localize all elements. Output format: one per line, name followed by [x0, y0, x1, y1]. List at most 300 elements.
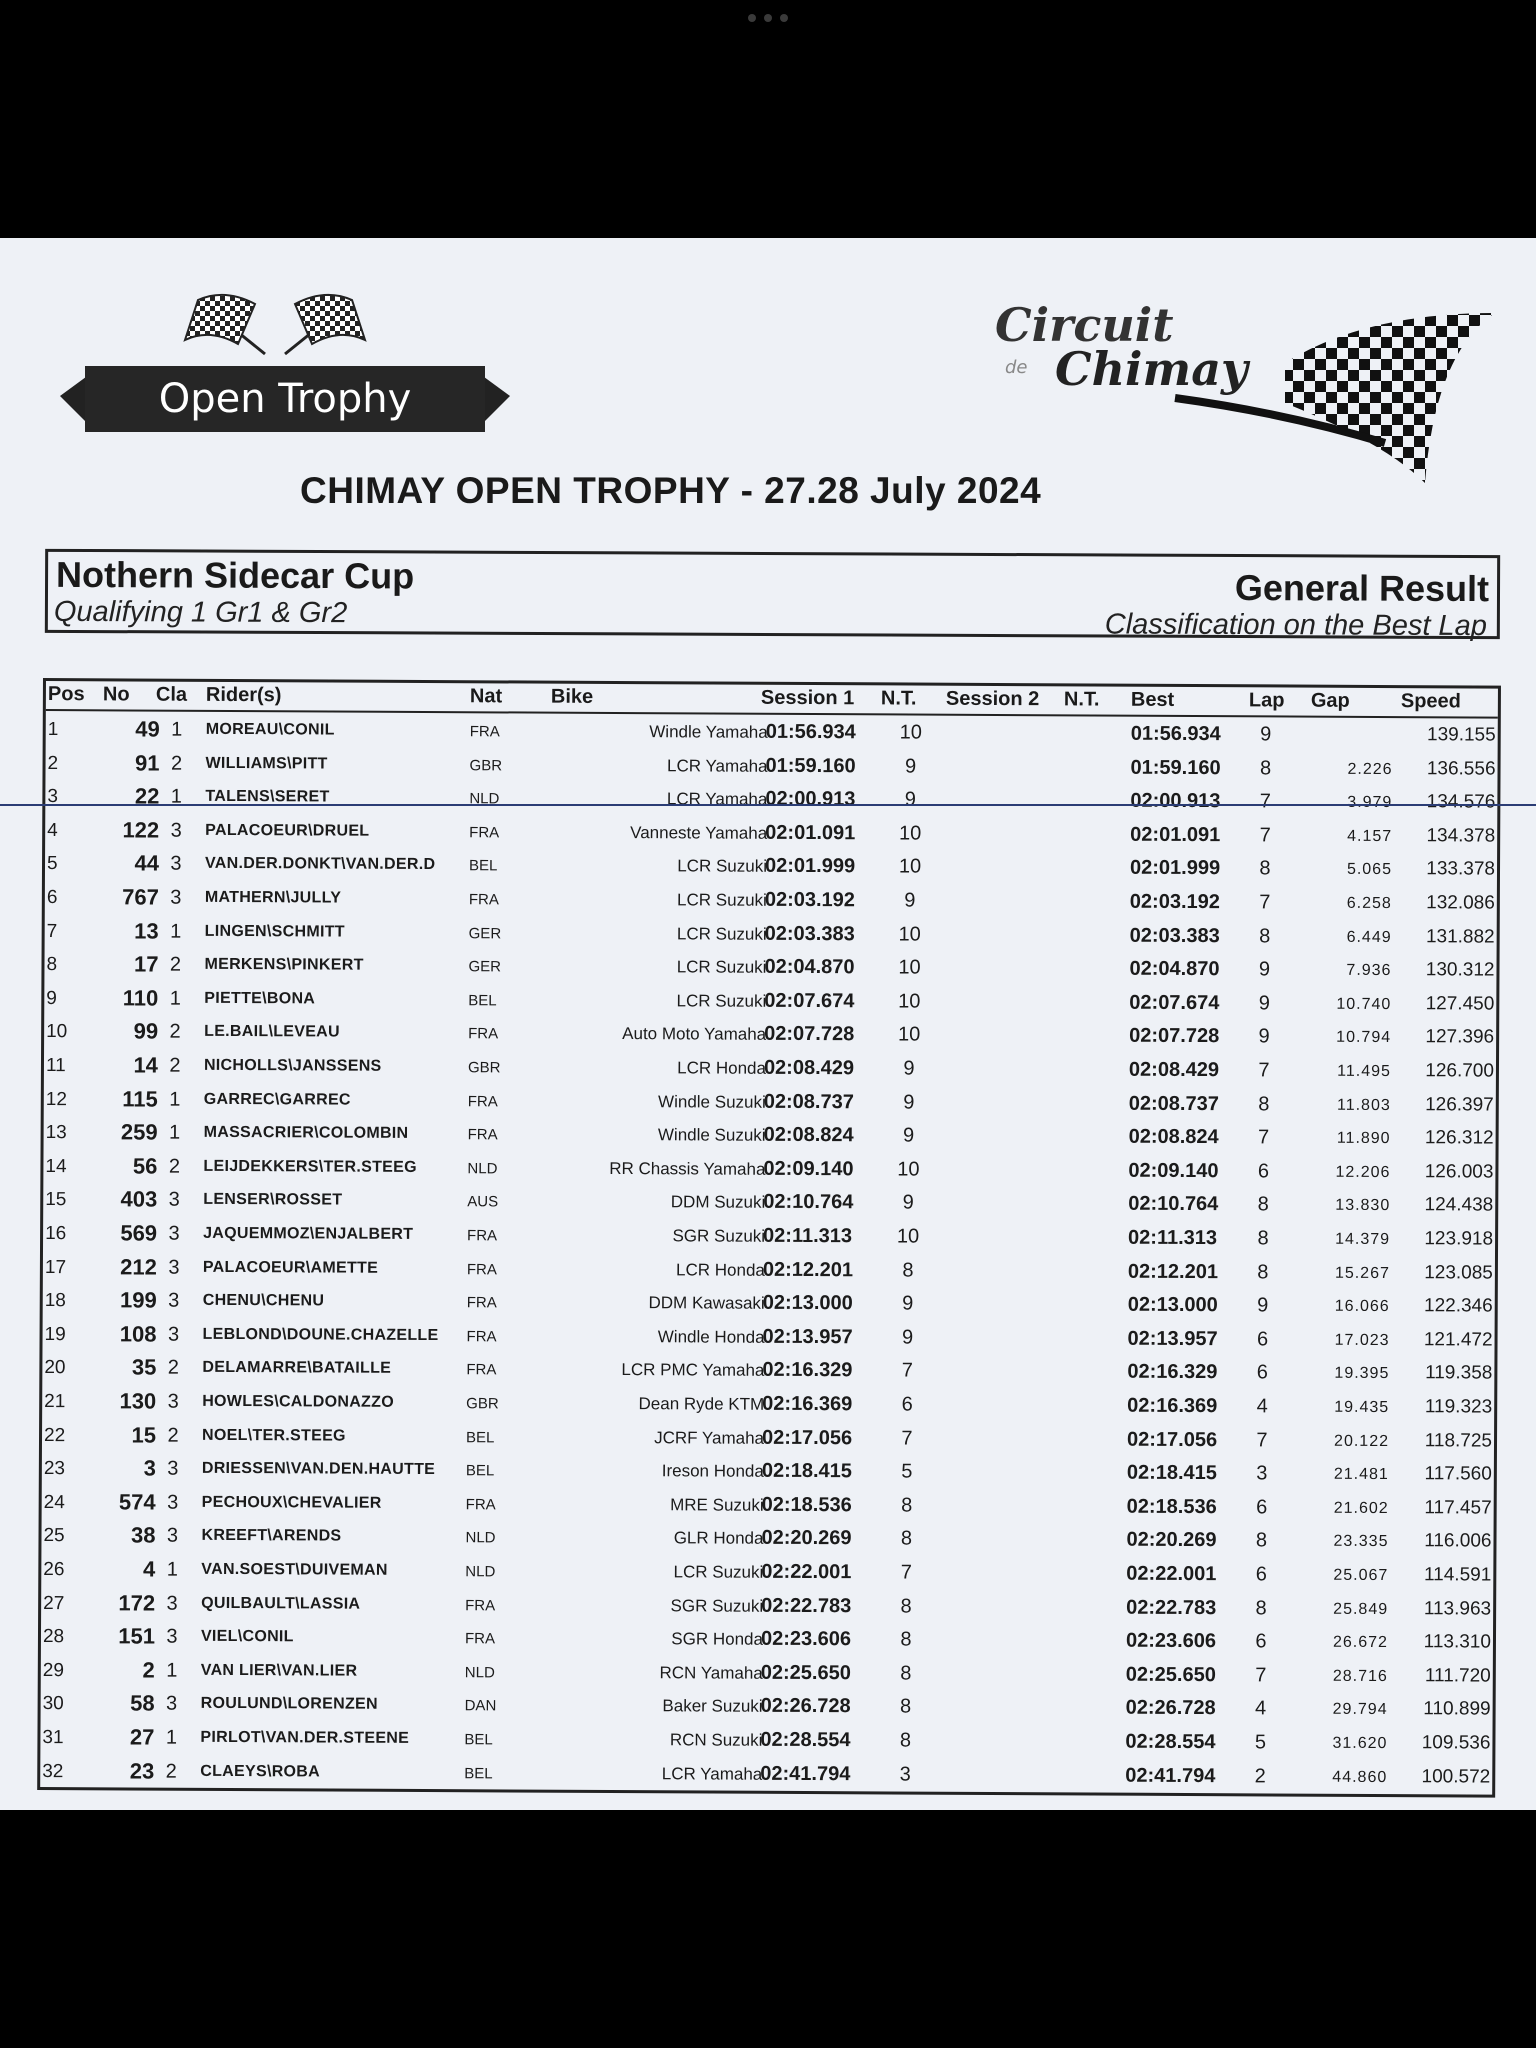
cell-nt: 10 [898, 855, 922, 878]
cell-bike: LCR Honda [676, 1259, 765, 1280]
cell-bike: Windle Suzuki [657, 1125, 766, 1145]
cell-nt: 10 [896, 1225, 920, 1248]
cell-speed: 139.155 [1426, 724, 1496, 746]
cell-cla: 1 [166, 1558, 178, 1581]
cell-best: 02:01.091 [1130, 823, 1221, 846]
cell-speed: 126.397 [1425, 1093, 1494, 1116]
cell-pos: 4 [47, 819, 58, 841]
cell-pos: 25 [43, 1525, 65, 1547]
cell-riders: ROULUND\LORENZEN [200, 1695, 378, 1714]
cell-gap: 3.979 [1347, 794, 1393, 812]
status-dots [744, 14, 792, 24]
cell-riders: CLAEYS\ROBA [200, 1762, 321, 1781]
cell-nt: 8 [900, 1595, 912, 1618]
cell-bike: Dean Ryde KTM [638, 1394, 765, 1414]
header-speed: Speed [1400, 690, 1461, 713]
cell-nt: 3 [899, 1763, 911, 1786]
cell-gap: 31.620 [1332, 1734, 1388, 1753]
cell-nt: 8 [900, 1628, 912, 1651]
cell-bike: SGR Suzuki [670, 1595, 764, 1616]
cell-best: 02:12.201 [1127, 1260, 1219, 1283]
cell-best: 02:28.554 [1125, 1730, 1216, 1754]
cell-best: 02:16.329 [1127, 1361, 1218, 1384]
cell-pos: 27 [43, 1592, 65, 1614]
cell-bike: JCRF Yamaha [654, 1427, 765, 1448]
cell-cla: 3 [166, 1625, 178, 1648]
cell-best: 02:08.737 [1128, 1092, 1219, 1115]
cell-bike: LCR Suzuki [676, 923, 767, 944]
cell-gap: 29.794 [1332, 1701, 1388, 1719]
cell-lap: 6 [1256, 1496, 1268, 1519]
cell-nat: FRA [464, 1630, 496, 1648]
cell-lap: 6 [1255, 1630, 1267, 1653]
cell-s1: 02:17.056 [761, 1426, 853, 1449]
cell-riders: PIRLOT\VAN.DER.STEENE [200, 1728, 410, 1747]
cell-pos: 12 [45, 1088, 67, 1110]
header-best: Best [1130, 688, 1175, 711]
cell-pos: 11 [45, 1055, 66, 1077]
header-cla: Cla [155, 683, 188, 706]
cell-s1: 02:28.554 [760, 1728, 851, 1752]
cell-pos: 22 [43, 1424, 66, 1446]
cell-pos: 1 [47, 719, 59, 741]
cell-s1: 01:59.160 [765, 754, 856, 777]
cell-no: 115 [122, 1086, 158, 1112]
cell-bike: DDM Kawasaki [648, 1293, 765, 1313]
cell-no: 122 [122, 817, 160, 843]
cell-nt: 8 [900, 1695, 912, 1718]
cell-riders: GARREC\GARREC [203, 1090, 351, 1109]
header-pos: Pos [47, 683, 85, 706]
cell-nat: BEL [464, 1764, 493, 1782]
cell-nat: FRA [468, 891, 499, 909]
cell-nat: NLD [464, 1664, 495, 1682]
cell-s1: 02:03.192 [764, 888, 855, 912]
race-header-box [45, 549, 1500, 643]
cell-nt: 10 [899, 822, 922, 845]
cell-no: 3 [143, 1455, 156, 1481]
cell-riders: VAN.DER.DONKT\VAN.DER.D [204, 855, 436, 874]
cell-cla: 3 [170, 819, 182, 842]
cell-s1: 02:25.650 [760, 1661, 851, 1685]
cell-lap: 8 [1258, 1092, 1270, 1116]
cell-gap: 28.716 [1332, 1667, 1388, 1685]
cell-cla: 2 [169, 953, 182, 976]
cell-no: 17 [133, 951, 159, 977]
cell-s1: 02:12.201 [762, 1258, 854, 1281]
cell-s1: 02:18.536 [761, 1493, 852, 1517]
cell-riders: TALENS\SERET [205, 788, 330, 806]
cell-cla: 1 [169, 1121, 181, 1144]
cell-s1: 02:16.329 [762, 1359, 853, 1382]
cell-bike: MRE Suzuki [670, 1495, 764, 1515]
header-gap: Gap [1310, 689, 1350, 712]
cell-no: 13 [134, 918, 159, 944]
cell-best: 02:07.728 [1129, 1025, 1220, 1048]
cell-speed: 113.963 [1423, 1597, 1492, 1620]
cell-no: 49 [135, 716, 160, 742]
cell-lap: 6 [1257, 1160, 1270, 1183]
cell-best: 02:16.369 [1127, 1394, 1218, 1418]
cell-nt: 6 [901, 1393, 913, 1416]
cell-cla: 3 [167, 1323, 180, 1346]
logo-de: de [1005, 357, 1028, 378]
cell-best: 02:01.999 [1129, 857, 1221, 880]
cell-gap: 2.226 [1347, 760, 1393, 778]
cell-best: 02:13.000 [1127, 1293, 1218, 1317]
cell-nat: GBR [469, 756, 503, 774]
cell-no: 22 [134, 783, 160, 809]
cell-speed: 130.312 [1425, 959, 1495, 981]
cell-speed: 121.472 [1423, 1329, 1493, 1351]
cell-bike: DDM Suzuki [670, 1192, 766, 1213]
table-row [40, 1753, 1492, 1794]
cell-lap: 8 [1257, 1227, 1269, 1250]
cell-bike: LCR Suzuki [676, 957, 767, 977]
cell-nat: FRA [469, 824, 500, 842]
cell-best: 02:22.783 [1126, 1596, 1217, 1619]
cell-riders: KREEFT\ARENDS [201, 1527, 342, 1545]
header-riders: Rider(s) [205, 683, 282, 707]
cell-riders: LEIJDEKKERS\TER.STEEG [203, 1157, 417, 1176]
cell-best: 02:08.429 [1128, 1058, 1220, 1082]
cell-speed: 124.438 [1424, 1194, 1494, 1216]
cell-s1: 02:13.000 [762, 1291, 853, 1315]
cell-s1: 02:08.824 [763, 1123, 854, 1147]
classification-note: Classification on the Best Lap [1104, 608, 1487, 643]
cell-gap: 4.157 [1347, 827, 1393, 845]
cell-s1: 02:26.728 [760, 1695, 851, 1718]
cell-nt: 10 [898, 923, 921, 946]
checkered-flags-icon [185, 295, 365, 354]
cell-bike: GLR Honda [673, 1528, 764, 1549]
cell-gap: 10.740 [1336, 995, 1392, 1013]
cell-gap: 44.860 [1332, 1768, 1388, 1786]
cell-gap: 7.936 [1346, 962, 1392, 980]
cell-speed: 116.006 [1424, 1530, 1492, 1552]
cell-cla: 1 [169, 987, 181, 1010]
cell-s1: 02:13.957 [762, 1325, 853, 1349]
cell-speed: 122.346 [1423, 1295, 1493, 1317]
cell-riders: CHENU\CHENU [202, 1292, 325, 1310]
circuit-de-chimay-logo [985, 293, 1505, 483]
cell-riders: HOWLES\CALDONAZZO [202, 1392, 395, 1411]
cell-lap: 7 [1255, 1664, 1267, 1687]
cell-bike: LCR Yamaha [666, 789, 768, 809]
cell-lap: 8 [1259, 857, 1271, 880]
cell-speed: 132.086 [1426, 892, 1495, 914]
cell-gap: 11.803 [1336, 1096, 1391, 1114]
cell-pos: 19 [44, 1323, 66, 1345]
cell-lap: 3 [1256, 1462, 1268, 1485]
cell-speed: 126.003 [1424, 1161, 1494, 1183]
cell-riders: LENSER\ROSSET [203, 1191, 343, 1209]
cell-s1: 02:22.783 [761, 1594, 852, 1617]
cell-s1: 02:41.794 [760, 1762, 851, 1785]
cell-nat: FRA [466, 1361, 497, 1379]
cell-nat: NLD [469, 790, 500, 808]
cell-bike: LCR PMC Yamaha [621, 1360, 765, 1381]
cell-lap: 9 [1258, 958, 1271, 981]
cell-no: 403 [120, 1186, 158, 1212]
cell-pos: 18 [44, 1290, 66, 1312]
cell-lap: 5 [1254, 1731, 1267, 1754]
cell-riders: PIETTE\BONA [204, 989, 316, 1008]
cell-speed: 118.725 [1424, 1429, 1493, 1452]
cell-nt: 10 [897, 1158, 920, 1181]
cell-bike: LCR Honda [677, 1058, 767, 1078]
cell-gap: 17.023 [1334, 1331, 1390, 1349]
cell-speed: 109.536 [1421, 1732, 1491, 1754]
cell-nat: FRA [467, 1092, 498, 1110]
cell-nat: FRA [466, 1294, 497, 1312]
cell-riders: PALACOEUR\DRUEL [205, 821, 370, 840]
cell-lap: 7 [1259, 790, 1271, 813]
cell-best: 02:17.056 [1126, 1428, 1218, 1451]
cell-pos: 20 [44, 1357, 66, 1379]
cell-nt: 10 [898, 956, 921, 979]
cell-lap: 6 [1256, 1328, 1269, 1351]
cell-bike: Ireson Honda [661, 1461, 764, 1481]
qualification-cutoff-line [0, 804, 1536, 806]
cell-gap: 21.602 [1333, 1499, 1389, 1517]
cell-gap: 26.672 [1332, 1633, 1389, 1652]
cell-riders: QUILBAULT\LASSIA [201, 1594, 361, 1613]
cell-nat: FRA [467, 1227, 498, 1245]
cell-riders: MATHERN\JULLY [204, 888, 342, 907]
cell-nt: 9 [903, 1091, 915, 1114]
cell-no: 14 [133, 1052, 159, 1078]
cell-nat: FRA [465, 1496, 496, 1514]
cell-bike: Auto Moto Yamaha [622, 1024, 767, 1045]
cell-pos: 10 [46, 1021, 68, 1043]
header-bike: Bike [550, 685, 594, 708]
cell-speed: 117.457 [1424, 1497, 1492, 1519]
cell-speed: 133.378 [1426, 858, 1496, 880]
cell-s1: 02:16.369 [762, 1392, 853, 1416]
cell-gap: 19.395 [1334, 1365, 1390, 1383]
result-sheet [0, 238, 1536, 1810]
cell-no: 130 [119, 1388, 157, 1414]
cell-pos: 13 [45, 1122, 67, 1144]
cell-s1: 02:22.001 [761, 1560, 852, 1584]
cup-name: Nothern Sidecar Cup [55, 553, 415, 597]
cell-pos: 3 [47, 786, 59, 808]
cell-best: 02:25.650 [1125, 1663, 1216, 1686]
cell-speed: 123.918 [1424, 1228, 1494, 1250]
cell-no: 58 [130, 1690, 155, 1716]
cell-lap: 9 [1257, 1294, 1269, 1317]
cell-cla: 3 [167, 1457, 179, 1480]
cell-speed: 126.312 [1424, 1127, 1494, 1149]
cell-s1: 02:20.269 [761, 1527, 852, 1550]
cell-best: 02:18.415 [1126, 1461, 1217, 1485]
cell-cla: 1 [171, 718, 183, 741]
cell-lap: 2 [1254, 1764, 1266, 1788]
cell-pos: 7 [46, 920, 58, 942]
header-nt2: N.T. [1063, 688, 1100, 711]
cell-nat: NLD [465, 1563, 496, 1581]
cell-speed: 119.358 [1425, 1362, 1493, 1384]
result-type: General Result [1234, 567, 1490, 610]
cell-pos: 17 [44, 1256, 67, 1278]
cell-riders: PALACOEUR\AMETTE [202, 1258, 379, 1277]
cell-cla: 2 [167, 1357, 180, 1380]
cell-s1: 02:04.870 [764, 955, 855, 979]
cell-nat: BEL [465, 1428, 495, 1446]
cell-no: 44 [134, 850, 160, 877]
cell-best: 02:22.001 [1126, 1562, 1217, 1586]
cell-s1: 01:56.934 [765, 720, 856, 744]
cell-nat: GER [468, 924, 502, 942]
cell-nat: FRA [468, 1025, 499, 1043]
cell-no: 4 [143, 1556, 156, 1582]
cell-bike: Baker Suzuki [662, 1696, 763, 1717]
open-trophy-logo [60, 286, 510, 446]
cell-nt: 5 [901, 1460, 913, 1483]
cell-gap: 23.335 [1333, 1533, 1389, 1551]
cell-nat: FRA [467, 1126, 498, 1144]
cell-best: 02:23.606 [1125, 1629, 1217, 1653]
cell-s1: 02:18.415 [761, 1459, 852, 1483]
cell-best: 02:07.674 [1129, 991, 1220, 1014]
cell-speed: 134.378 [1426, 825, 1496, 847]
cell-s1: 02:07.728 [764, 1023, 855, 1046]
cell-pos: 16 [45, 1223, 67, 1245]
cell-lap: 8 [1255, 1529, 1268, 1552]
cell-pos: 8 [46, 954, 58, 976]
header-nat: Nat [469, 685, 503, 708]
cell-speed: 110.899 [1423, 1698, 1491, 1720]
cell-speed: 100.572 [1421, 1765, 1491, 1788]
cell-s1: 02:00.913 [765, 787, 856, 811]
cell-s1: 02:08.737 [763, 1090, 854, 1113]
cell-no: 2 [142, 1657, 155, 1683]
cell-gap: 11.495 [1337, 1062, 1392, 1081]
cell-best: 01:59.160 [1130, 756, 1221, 779]
logo-circuit: Circuit [995, 298, 1174, 352]
cell-gap: 10.794 [1336, 1029, 1392, 1047]
cell-cla: 3 [167, 1390, 179, 1413]
cell-no: 27 [129, 1724, 155, 1750]
cell-cla: 1 [166, 1659, 178, 1682]
cell-lap: 8 [1259, 756, 1272, 780]
cell-no: 151 [118, 1623, 156, 1649]
cell-nt: 8 [902, 1259, 914, 1282]
cell-cla: 1 [170, 920, 182, 943]
cell-best: 01:56.934 [1130, 722, 1221, 746]
cell-s1: 02:09.140 [763, 1157, 854, 1181]
cell-nat: AUS [467, 1193, 499, 1211]
cell-nat: GBR [466, 1395, 499, 1413]
cell-no: 35 [131, 1354, 157, 1380]
cell-lap: 7 [1259, 824, 1271, 847]
logo-text: Open Trophy [158, 376, 412, 422]
cell-gap: 25.849 [1333, 1600, 1389, 1618]
cell-lap: 8 [1257, 1260, 1269, 1284]
cell-s1: 02:08.429 [763, 1056, 855, 1080]
cell-pos: 32 [42, 1760, 64, 1782]
cell-pos: 31 [42, 1727, 64, 1749]
cell-riders: JAQUEMMOZ\ENJALBERT [203, 1224, 414, 1243]
cell-cla: 3 [170, 886, 182, 909]
cell-nat: GBR [467, 1059, 501, 1077]
cell-s1: 02:23.606 [760, 1627, 852, 1651]
cell-riders: VAN.SOEST\DUIVEMAN [201, 1560, 388, 1579]
cell-best: 02:04.870 [1129, 957, 1220, 981]
cell-riders: NOEL\TER.STEEG [201, 1426, 346, 1445]
cell-nt: 8 [901, 1494, 913, 1517]
cell-no: 767 [122, 884, 159, 910]
cell-nt: 10 [899, 721, 922, 744]
cell-riders: LINGEN\SCHMITT [204, 922, 345, 941]
cell-pos: 15 [45, 1189, 67, 1211]
cell-pos: 9 [46, 987, 57, 1009]
cell-lap: 6 [1255, 1563, 1267, 1586]
cell-speed: 113.310 [1423, 1631, 1492, 1653]
cell-gap: 12.206 [1335, 1163, 1391, 1181]
cell-bike: Windle Suzuki [658, 1091, 766, 1112]
cell-nt: 9 [904, 889, 916, 912]
event-title: CHIMAY OPEN TROPHY - 27.28 July 2024 [300, 470, 1042, 511]
cell-speed: 131.882 [1425, 925, 1495, 948]
cell-best: 02:18.536 [1126, 1495, 1217, 1518]
cell-bike: LCR Suzuki [677, 890, 767, 910]
logo-chimay: Chimay [1055, 342, 1248, 396]
cell-bike: LCR Suzuki [677, 856, 768, 877]
cell-speed: 136.556 [1426, 757, 1496, 780]
cell-nat: BEL [465, 1462, 495, 1480]
cell-no: 56 [132, 1153, 158, 1179]
cell-speed: 117.560 [1424, 1463, 1492, 1485]
cell-cla: 3 [168, 1222, 180, 1245]
cell-best: 02:03.192 [1129, 890, 1220, 914]
cell-cla: 3 [168, 1189, 180, 1212]
cell-lap: 9 [1258, 1025, 1270, 1048]
cell-riders: DRIESSEN\VAN.DEN.HAUTTE [201, 1460, 436, 1479]
cell-s1: 02:10.764 [763, 1191, 854, 1214]
header-no: No [102, 683, 130, 706]
cell-nat: DAN [464, 1697, 497, 1715]
cell-nat: FRA [469, 723, 500, 741]
cell-pos: 24 [43, 1491, 65, 1513]
cell-nat: FRA [466, 1260, 497, 1278]
cell-riders: MASSACRIER\COLOMBIN [203, 1124, 409, 1143]
cell-bike: SGR Suzuki [672, 1226, 766, 1246]
cell-no: 574 [118, 1489, 156, 1515]
cell-lap: 4 [1256, 1395, 1268, 1418]
cell-gap: 14.379 [1335, 1230, 1391, 1249]
cell-nt: 8 [899, 1729, 912, 1752]
cell-nt: 8 [900, 1662, 912, 1685]
cell-nt: 9 [901, 1326, 914, 1349]
cell-no: 108 [119, 1321, 157, 1347]
header-lap: Lap [1248, 689, 1285, 712]
cell-no: 99 [133, 1018, 159, 1044]
cell-cla: 3 [166, 1525, 179, 1548]
cell-lap: 7 [1256, 1428, 1268, 1452]
cell-pos: 23 [43, 1458, 66, 1480]
cell-nat: NLD [465, 1529, 496, 1547]
cell-nat: BEL [468, 857, 498, 875]
cell-bike: Windle Yamaha [649, 722, 768, 742]
cell-nt: 10 [897, 1023, 921, 1046]
cell-cla: 2 [168, 1155, 181, 1178]
cell-cla: 3 [166, 1693, 178, 1716]
cell-lap: 6 [1256, 1361, 1268, 1384]
cell-pos: 21 [44, 1391, 66, 1413]
cell-nt: 9 [902, 1124, 915, 1147]
